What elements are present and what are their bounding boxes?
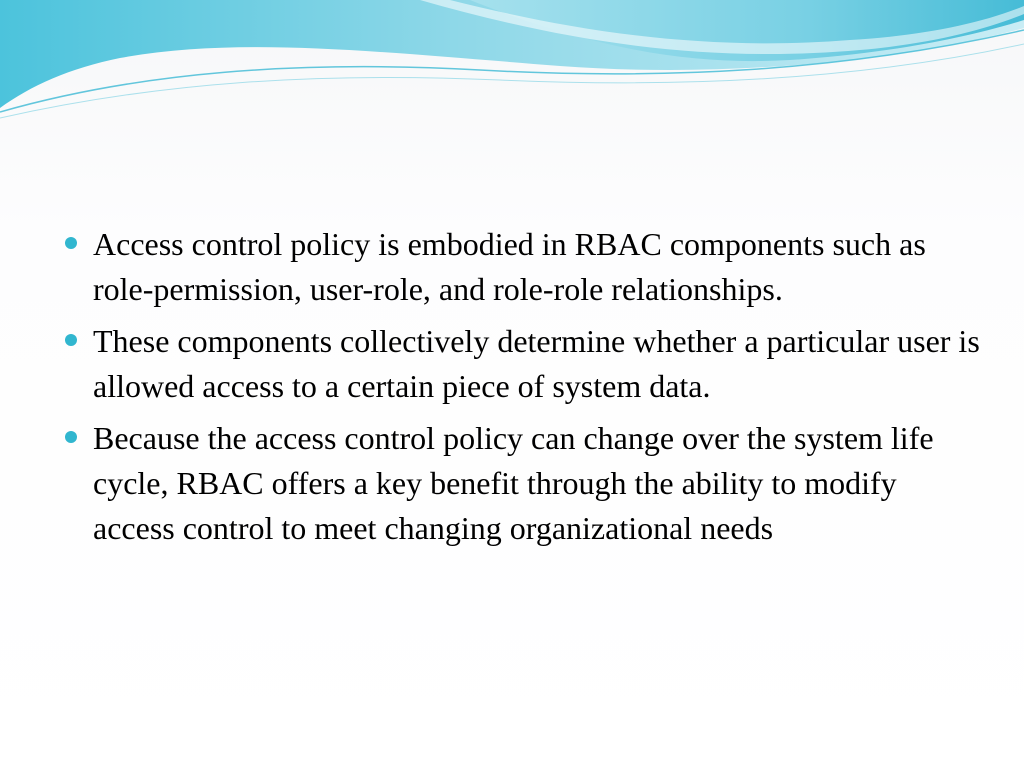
- bullet-item: [62, 416, 982, 551]
- bullet-list: [62, 222, 982, 558]
- bullet-dot-icon: [65, 431, 77, 443]
- bullet-item: [62, 222, 982, 312]
- bullet-dot-icon: [65, 334, 77, 346]
- bullet-item: [62, 319, 982, 409]
- bullet-dot-icon: [65, 237, 77, 249]
- decorative-wave-header: [0, 0, 1024, 130]
- bullet-text: Access control policy is embodied in RBAC components such as role-permission, user-role, and role-role relationships.: [93, 226, 926, 307]
- bullet-text: Because the access control policy can change over the system life cycle, RBAC offers a key benefit through the ability to modify access control to meet changing organizational needs: [93, 420, 934, 546]
- bullet-text: These components collectively determine whether a particular user is allowed access to a certain piece of system data.: [93, 323, 980, 404]
